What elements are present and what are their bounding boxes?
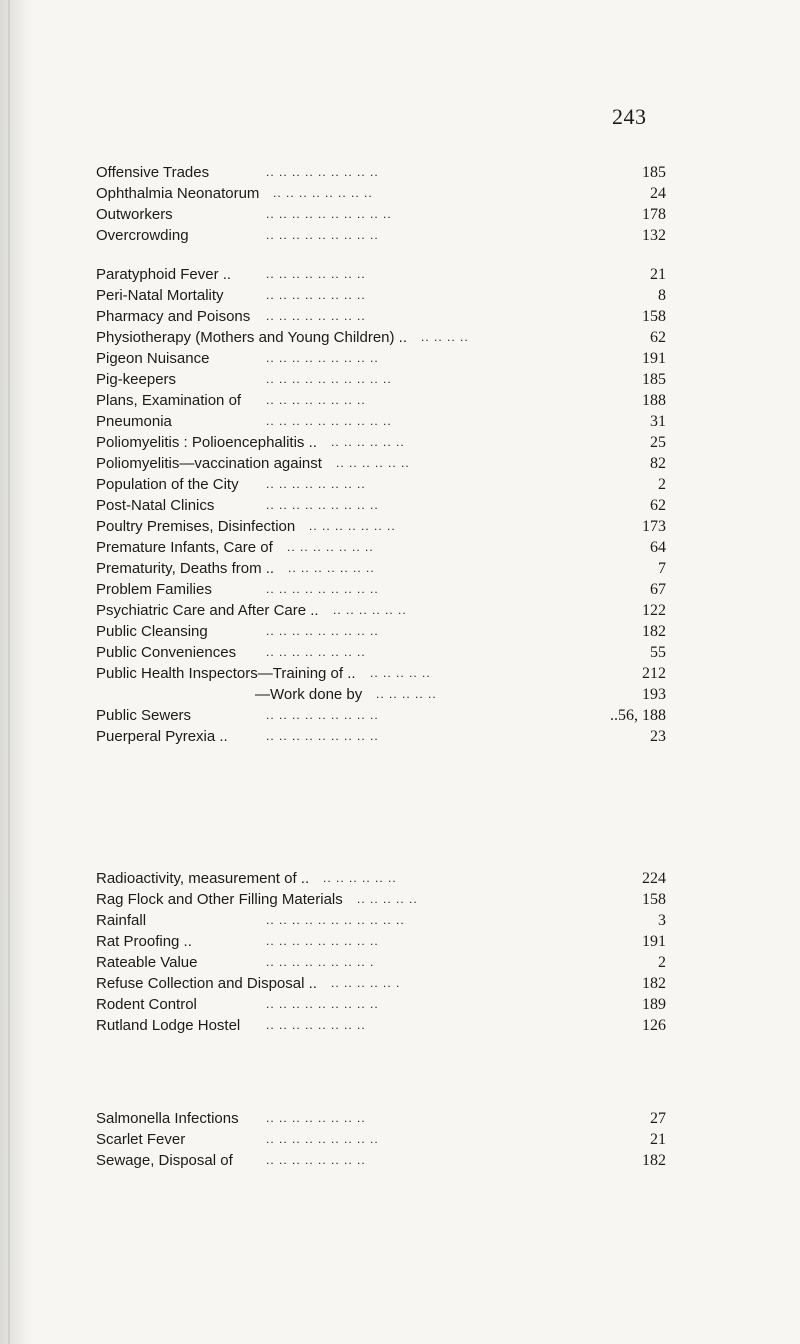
index-entry (96, 889, 666, 910)
dot-leader: .. .. .. .. .. .. (331, 435, 405, 449)
dot-leader: .. .. .. .. .. .. .. .. .. (266, 708, 379, 722)
index-entry-page: 62 (650, 497, 666, 514)
index-entry-label: Poliomyelitis—vaccination against (96, 455, 322, 472)
index-entry (96, 1150, 666, 1171)
dot-leader: .. .. .. .. .. .. .. .. .. (266, 934, 379, 948)
index-entry-page: 31 (650, 413, 666, 430)
index-entry-label: Poultry Premises, Disinfection (96, 518, 296, 535)
index-entry-label: Public Conveniences (96, 644, 237, 661)
index-entry-label: Rag Flock and Other Filling Materials (96, 891, 343, 908)
page-number: 243 (612, 104, 647, 129)
index-entry (96, 264, 666, 285)
index-entry (96, 600, 666, 621)
dot-leader: .. .. .. .. .. .. (323, 871, 397, 885)
index-entry-page: 25 (650, 434, 666, 451)
dot-leader: .. .. .. .. .. .. .. .. .. (266, 729, 379, 743)
dot-leader: .. .. .. .. .. .. .. .. (266, 1111, 366, 1125)
dot-leader: .. .. .. .. (421, 330, 469, 344)
index-entry-page: 188 (642, 392, 666, 409)
index-entry-label: Problem Families (96, 581, 212, 598)
index-entry-label: Sewage, Disposal of (96, 1152, 233, 1169)
index-entry-page: 3 (658, 912, 666, 929)
index-entry-label: Refuse Collection and Disposal .. (96, 975, 317, 992)
index-entry (96, 432, 666, 453)
dot-leader: .. .. .. .. .. .. .. .. .. .. (266, 207, 392, 221)
index-entry-label: Pneumonia (96, 413, 172, 430)
dot-leader: .. .. .. .. .. .. .. .. .. (266, 498, 379, 512)
index-entry (96, 868, 666, 889)
index-entry-page: 122 (642, 602, 666, 619)
dot-leader: .. .. .. .. .. .. .. .. (266, 477, 366, 491)
index-entry-page: 182 (642, 975, 666, 992)
index-entry-page: 2 (658, 476, 666, 493)
index-entry-page: 62 (650, 329, 666, 346)
index-entry (96, 348, 666, 369)
index-entry (96, 579, 666, 600)
index-entry-label: Overcrowding (96, 227, 189, 244)
index-entry-page: 173 (642, 518, 666, 535)
index-entry-page: 189 (642, 996, 666, 1013)
index-entry (96, 453, 666, 474)
index-entry-page: 64 (650, 539, 666, 556)
index-entry-page: 24 (650, 185, 666, 202)
index-entry-label: Physiotherapy (Mothers and Young Children) .. (96, 329, 408, 346)
dot-leader: .. .. .. .. .. .. .. .. (266, 393, 366, 407)
index-entry (96, 973, 666, 994)
index-entry (96, 495, 666, 516)
index-entry (96, 705, 666, 726)
dot-leader: .. .. .. .. .. .. .. .. .. .. .. (266, 913, 405, 927)
index-entry (96, 663, 666, 684)
index-entry (96, 285, 666, 306)
index-entry (96, 910, 666, 931)
binding-gutter (0, 0, 34, 1344)
index-entry-label: Radioactivity, measurement of .. (96, 870, 310, 887)
index-entry-label: Public Sewers (96, 707, 192, 724)
dot-leader: .. .. .. .. .. (370, 666, 431, 680)
index-entry-label: Offensive Trades (96, 164, 210, 181)
dot-leader: .. .. .. .. .. .. .. .. .. (266, 228, 379, 242)
dot-leader: .. .. .. .. .. .. .. .. .. .. (266, 414, 392, 428)
index-entry (96, 204, 666, 225)
index-entry (96, 684, 666, 705)
dot-leader: .. .. .. .. .. .. .. .. (266, 1153, 366, 1167)
dot-leader: .. .. .. .. .. .. .. .. .. (266, 1132, 379, 1146)
index-entry-page: 185 (642, 164, 666, 181)
index-entry-page: 8 (658, 287, 666, 304)
dot-leader: .. .. .. .. .. .. .. .. (266, 288, 366, 302)
index-entry-page: 67 (650, 581, 666, 598)
index-entry-label: Rutland Lodge Hostel (96, 1017, 241, 1034)
dot-leader: .. .. .. .. .. .. (333, 603, 407, 617)
index-entry-label: Pigeon Nuisance (96, 350, 210, 367)
dot-leader: .. .. .. .. .. .. .. .. (266, 645, 366, 659)
index-entry-label: Post-Natal Clinics (96, 497, 215, 514)
index-entry-label: Pharmacy and Poisons (96, 308, 251, 325)
index-entry (96, 516, 666, 537)
index-entry-label: Outworkers (96, 206, 173, 223)
index-entry (96, 1108, 666, 1129)
index-entry-page: 2 (658, 954, 666, 971)
index-entry-page: 82 (650, 455, 666, 472)
index-entry-page: 191 (642, 350, 666, 367)
index-entry-label: Population of the City (96, 476, 239, 493)
index-section-s (96, 1108, 666, 1171)
index-entry (96, 411, 666, 432)
dot-leader: .. .. .. .. .. .. .. .. .. (266, 351, 379, 365)
dot-leader: .. .. .. .. .. .. .. .. (266, 1018, 366, 1032)
index-entry-label: Public Health Inspectors—Training of .. (96, 665, 356, 682)
dot-leader: .. .. .. .. .. .. .. (309, 519, 396, 533)
dot-leader: .. .. .. .. .. .. .. .. (266, 309, 366, 323)
dot-leader: .. .. .. .. .. .. .. .. .. (266, 997, 379, 1011)
dot-leader: .. .. .. .. .. (376, 687, 437, 701)
index-entry (96, 726, 666, 747)
index-entry-page: 132 (642, 227, 666, 244)
index-entry-page: 7 (658, 560, 666, 577)
index-entry-label: Plans, Examination of (96, 392, 242, 409)
index-entry-page: 182 (642, 1152, 666, 1169)
binding-edge (8, 0, 10, 1344)
index-entry (96, 162, 666, 183)
dot-leader: .. .. .. .. .. .. .. .. (266, 267, 366, 281)
index-entry (96, 1015, 666, 1036)
dot-leader: .. .. .. .. .. (357, 892, 418, 906)
index-entry-label: Salmonella Infections (96, 1110, 239, 1127)
index-entry-page: 178 (642, 206, 666, 223)
index-entry-label: Psychiatric Care and After Care .. (96, 602, 319, 619)
dot-leader: .. .. .. .. .. .. .. (288, 561, 375, 575)
index-entry-page: 224 (642, 870, 666, 887)
index-entry-label: Paratyphoid Fever .. (96, 266, 232, 283)
index-entry-label: Peri-Natal Mortality (96, 287, 224, 304)
dot-leader: .. .. .. .. .. .. (336, 456, 410, 470)
index-entry-page: 27 (650, 1110, 666, 1127)
index-entry-label: Pig-keepers (96, 371, 177, 388)
index-entry-page: ..56, 188 (610, 707, 666, 724)
index-entry-label: Premature Infants, Care of (96, 539, 273, 556)
index-entry-label: Puerperal Pyrexia .. (96, 728, 228, 745)
index-section-r (96, 868, 666, 1036)
index-entry (96, 474, 666, 495)
index-entry-label: Prematurity, Deaths from .. (96, 560, 275, 577)
index-entry-page: 21 (650, 1131, 666, 1148)
index-entry-label: —Work done by (255, 686, 363, 703)
index-entry-page: 158 (642, 308, 666, 325)
index-entry-label: Rateable Value (96, 954, 198, 971)
index-entry-page: 23 (650, 728, 666, 745)
dot-leader: .. .. .. .. .. .. .. .. .. (266, 624, 379, 638)
index-entry (96, 1129, 666, 1150)
index-section-o (96, 162, 666, 246)
index-entry-page: 185 (642, 371, 666, 388)
dot-leader: .. .. .. .. .. . (331, 976, 401, 990)
index-entry-page: 212 (642, 665, 666, 682)
dot-leader: .. .. .. .. .. .. .. (287, 540, 374, 554)
dot-leader: .. .. .. .. .. .. .. .. .. (266, 165, 379, 179)
index-entry-label: Ophthalmia Neonatorum (96, 185, 260, 202)
index-entry-page: 21 (650, 266, 666, 283)
index-entry (96, 994, 666, 1015)
index-entry-label: Rainfall (96, 912, 147, 929)
index-entry (96, 642, 666, 663)
dot-leader: .. .. .. .. .. .. .. .. (273, 186, 373, 200)
index-entry-page: 193 (642, 686, 666, 703)
index-entry (96, 306, 666, 327)
index-entry (96, 537, 666, 558)
index-entry (96, 931, 666, 952)
index-entry-label: Rodent Control (96, 996, 197, 1013)
index-entry-page: 182 (642, 623, 666, 640)
index-entry (96, 225, 666, 246)
index-entry-page: 158 (642, 891, 666, 908)
index-entry-label: Rat Proofing .. (96, 933, 192, 950)
index-entry (96, 369, 666, 390)
index-entry-page: 191 (642, 933, 666, 950)
index-entry (96, 621, 666, 642)
index-entry-label: Scarlet Fever (96, 1131, 186, 1148)
index-entry-page: 126 (642, 1017, 666, 1034)
index-entry (96, 390, 666, 411)
dot-leader: .. .. .. .. .. .. .. .. .. .. (266, 372, 392, 386)
dot-leader: .. .. .. .. .. .. .. .. .. (266, 582, 379, 596)
index-entry-label: Poliomyelitis : Polioencephalitis .. (96, 434, 317, 451)
dot-leader: .. .. .. .. .. .. .. .. . (266, 955, 375, 969)
index-entry (96, 952, 666, 973)
index-entry-page: 55 (650, 644, 666, 661)
index-entry (96, 327, 666, 348)
index-section-p (96, 264, 666, 747)
index-entry (96, 183, 666, 204)
index-entry-label: Public Cleansing (96, 623, 208, 640)
index-entry (96, 558, 666, 579)
